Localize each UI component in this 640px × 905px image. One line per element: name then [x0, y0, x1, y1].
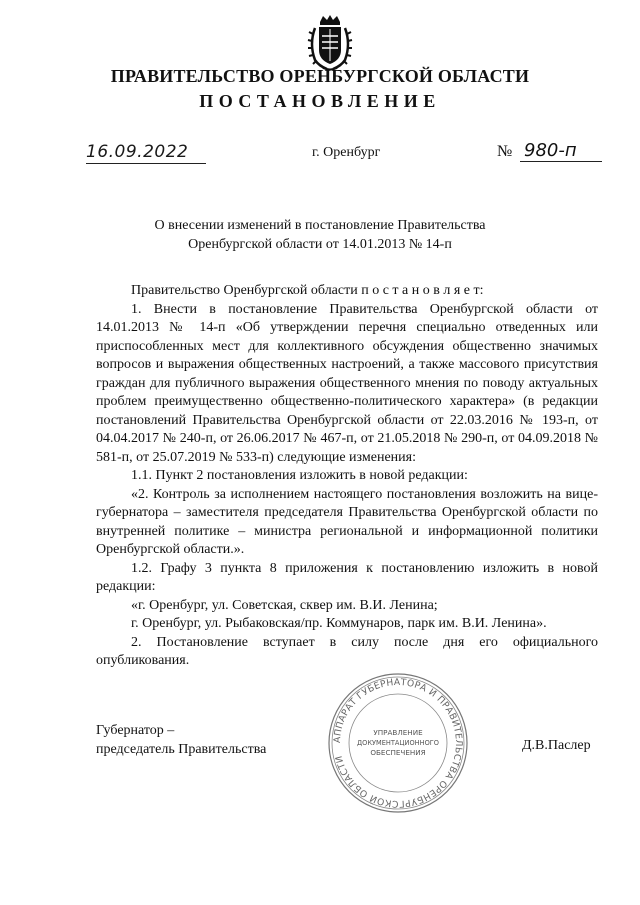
body-paragraph: 1. Внести в постановление Правительства Оренбургской области от 14.01.2013 № 14-п «Об утверждении перечня специально отведенных или приспособленных мест для коллективного обсуждения общественно значимых вопросов и выражения общественных настроений, а также массового присутствия граждан для публичного выражения общественного мнения по поводу актуальных проблем преимущественно общественно-политического характера» (в редакции постановлений Правительства Оренбургской области от 22.03.2016 № 193-п, от 04.04.2017 № 240-п, от 26.06.2017 № 467-п, от 21.05.2018 № 290-п, от 04.09.2018 № 581-п, от 25.07.2019 № 533-п) следующие изменения: — [96, 301, 598, 465]
document-date: 16.09.2022 — [86, 142, 206, 164]
subject-line: Оренбургской области от 14.01.2013 № 14-п — [188, 237, 452, 252]
government-title: ПРАВИТЕЛЬСТВО ОРЕНБУРГСКОЙ ОБЛАСТИ — [110, 66, 530, 86]
stamp-line: ОБЕСПЕЧЕНИЯ — [370, 748, 426, 757]
body-paragraph: «2. Контроль за исполнением настоящего постановления возложить на вице-губернатора – заместителя председателя Правительства Оренбургской области по внутренней политике – министра региональной и информационной политики Оренбургской области.». — [96, 486, 598, 557]
document-city: г. Оренбург — [312, 145, 381, 160]
body-paragraph: 1.2. Графу 3 пункта 8 приложения к постановлению изложить в новой редакции: — [96, 560, 598, 594]
coat-of-arms-icon — [305, 14, 355, 72]
stamp-line: ДОКУМЕНТАЦИОННОГО — [357, 739, 439, 747]
document-type: ПОСТАНОВЛЕНИЕ — [199, 91, 441, 111]
document-body — [96, 282, 598, 671]
signatory-position-line: Губернатор – — [96, 723, 175, 738]
body-paragraph: Правительство Оренбургской области п о с т а н о в л я е т: — [131, 283, 484, 298]
body-paragraph: «г. Оренбург, ул. Советская, сквер им. В.И. Ленина; — [131, 597, 438, 613]
subject-line: О внесении изменений в постановление Правительства — [154, 218, 486, 233]
signatory-name: Д.В.Паслер — [522, 738, 591, 753]
body-paragraph: г. Оренбург, ул. Рыбаковская/пр. Коммунаров, парк им. В.И. Ленина». — [131, 616, 547, 631]
signatory-position — [96, 721, 266, 759]
body-paragraph: 2. Постановление вступает в силу после дня его официального опубликования. — [96, 634, 598, 668]
stamp-line: УПРАВЛЕНИЕ — [373, 728, 423, 737]
body-paragraph: 1.1. Пункт 2 постановления изложить в новой редакции: — [131, 468, 468, 483]
signatory-position-line: председатель Правительства — [96, 742, 267, 757]
document-subject — [0, 216, 640, 254]
official-stamp — [327, 672, 469, 814]
number-label: № — [497, 143, 513, 160]
stamp-ring-text: АППАРАТ ГУБЕРНАТОРА И ПРАВИТЕЛЬСТВА ОРЕНБУРГСКОЙ ОБЛАСТИ — [331, 676, 465, 810]
document-number: 980-п — [520, 140, 602, 162]
